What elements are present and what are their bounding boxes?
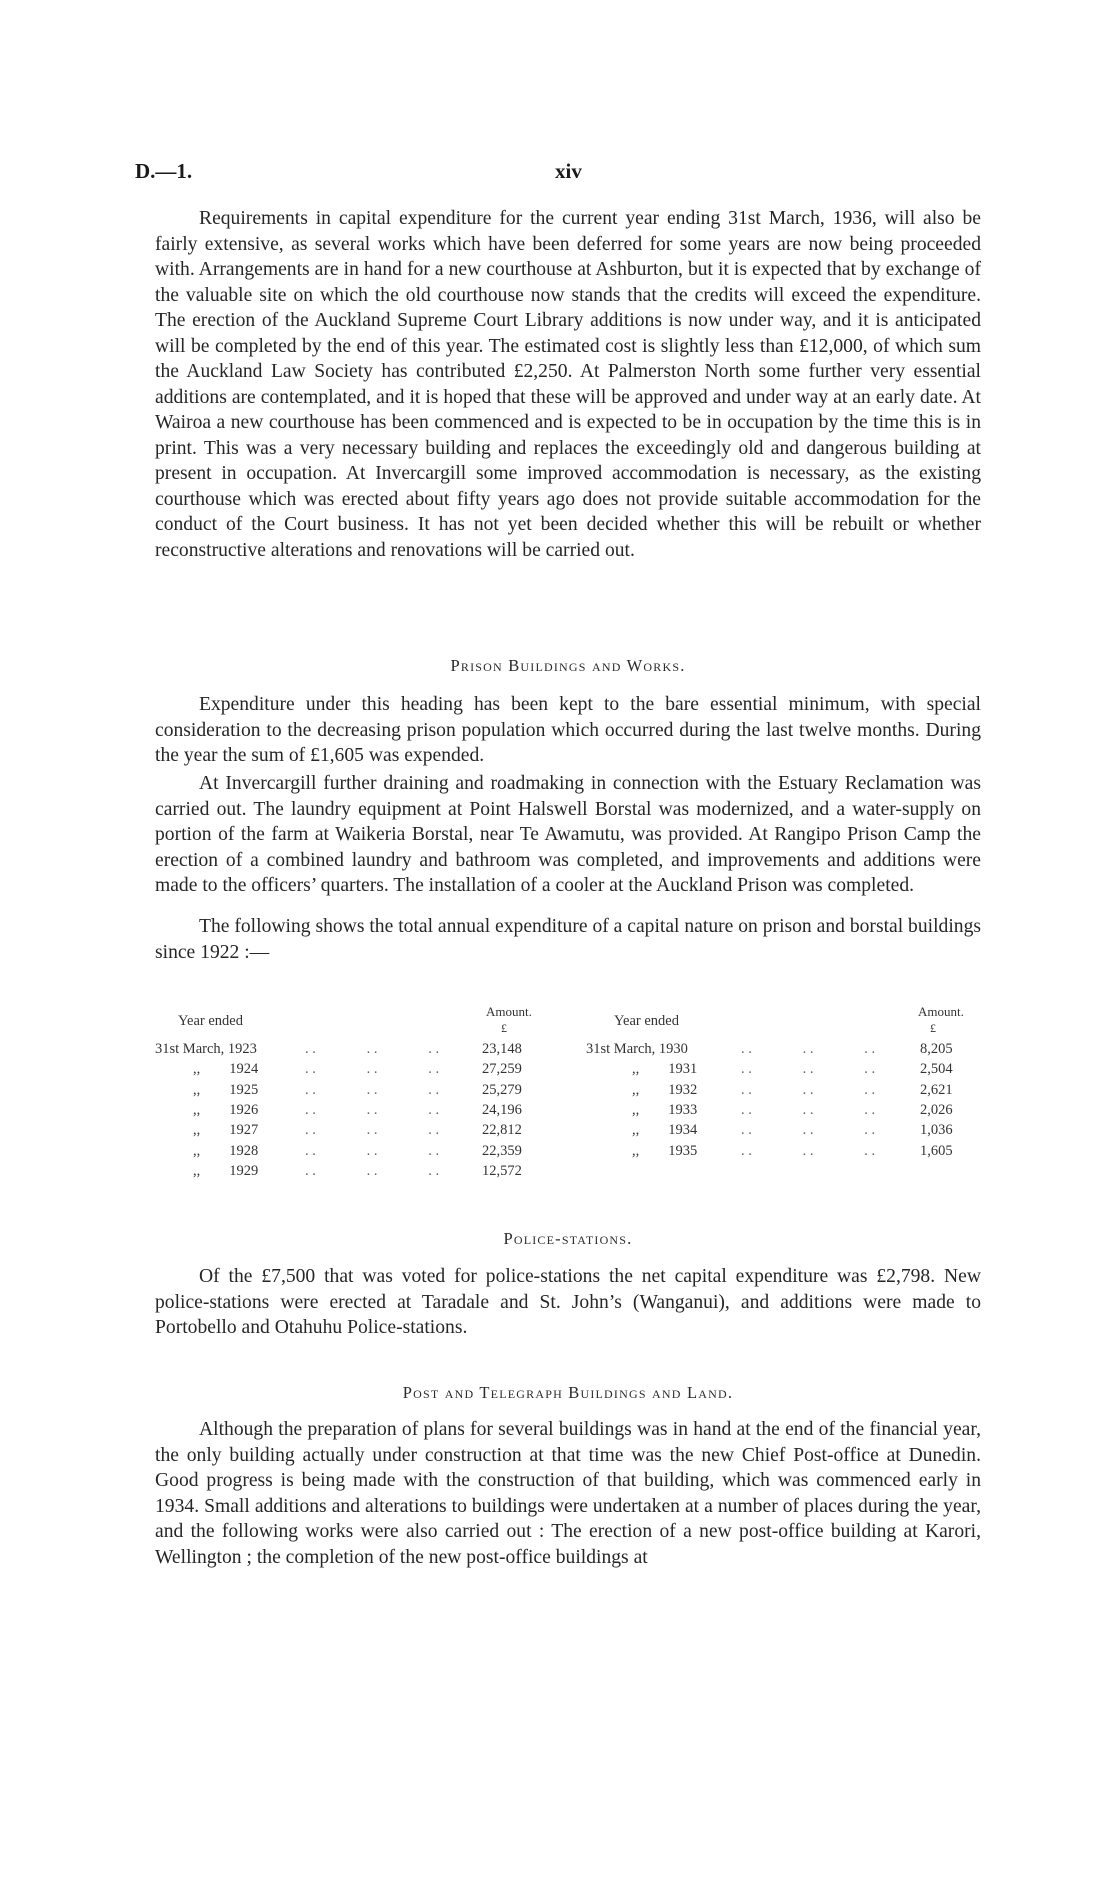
amount-cell: 1,605 xyxy=(920,1142,953,1159)
leader-dots: . . . . . . xyxy=(305,1122,440,1139)
prison-paragraph-2: At Invercargill further draining and roadmaking in connection with the Estuary Reclamation was carried out. The laundry equipment at Point Halswell Borstal was modernized, and a water-supply on portion of the farm at Waikeria Borstal, near Te Awamutu, was provided. At Rangipo Prison Camp the erection of a combined laundry and bathroom was completed, and improvements and additions were made to the officers’ quarters. The installation of a cooler at the Auckland Prison was completed. xyxy=(155,773,981,896)
amount-cell: 23,148 xyxy=(482,1041,522,1057)
amount-cell: 22,812 xyxy=(482,1122,522,1139)
year-cell: ,, 1925 xyxy=(193,1081,259,1098)
post-paragraph: Although the preparation of plans for several buildings was in hand at the end of the financial year, the only building actually under construction at that time was the new Chief Post-office at Dunedin. Good progress is being made with the construction of that building, which was commenced early in 1934. Small additions and alterations to buildings were undertaken at a number of places during the year, and the following works were also carried out : The erection of a new post-office building at Karori, Wellington ; the completion of the new post-office buildings at xyxy=(155,1419,981,1568)
year-cell: ,, 1934 xyxy=(632,1122,698,1139)
amount-cell: 2,504 xyxy=(920,1061,953,1078)
leader-dots: . . . . . . xyxy=(741,1101,876,1118)
leader-dots: . . . . . . xyxy=(305,1101,440,1118)
leader-dots: . . . . . . xyxy=(741,1142,876,1159)
amount-cell: 1,036 xyxy=(920,1122,953,1139)
post-section xyxy=(155,1417,981,1570)
amount-cell: 2,621 xyxy=(920,1081,953,1098)
police-paragraph: Of the £7,500 that was voted for police-stations the net capital expenditure was £2,798. New police-stations were erected at Taradale and St. John’s (Wanganui), and additions were made to Portobello and Otahuhu Police-stations. xyxy=(155,1266,981,1338)
col-amount-right: Amount. xyxy=(918,1004,964,1019)
col-unit-left: £ xyxy=(501,1021,507,1035)
leader-dots: . . . . . . xyxy=(305,1162,440,1179)
table-row xyxy=(0,1082,1114,1102)
year-cell: ,, 1935 xyxy=(632,1142,698,1159)
prison-section-2 xyxy=(155,771,981,899)
table-row xyxy=(0,1143,1114,1163)
col-year-right: Year ended xyxy=(614,1013,679,1029)
intro-paragraph: Requirements in capital expenditure for the current year ending 31st March, 1936, will also be fairly extensive, as several works which have been deferred for some years are now being proceeded with. Arrangements are in hand for a new courthouse at Ashburton, but it is expected that by exchange of the valuable site on which the old courthouse now stands that the credits will exceed the expenditure. The erection of the Auckland Supreme Court Library additions is now under way, and it is anticipated will be completed by the end of this year. The estimated cost is slightly less than £12,000, of which sum the Auckland Law Society has contributed £2,250. At Palmerston North some further very essential additions are contemplated, and it is hoped that these will be approved and under way at an early date. At Wairoa a new courthouse has been commenced and is expected to be in occupation by the time this is in print. This was a very necessary building and replaces the exceedingly old and dangerous building at present in occupation. At Invercargill some improved accommodation is necessary, as the existing courthouse which was erected about fifty years ago does not provide suitable accommodation for the conduct of the Court business. It has not yet been decided whether this will be rebuilt or whether reconstructive alterations and renovations will be carried out. xyxy=(155,208,981,561)
amount-cell: 8,205 xyxy=(920,1041,953,1057)
amount-cell: 25,279 xyxy=(482,1081,522,1098)
col-year-left: Year ended xyxy=(178,1013,243,1029)
leader-dots: . . . . . . xyxy=(741,1081,876,1098)
prison-paragraph-3: The following shows the total annual expenditure of a capital nature on prison and borstal buildings since 1922 :— xyxy=(155,916,981,963)
col-amount-left: Amount. xyxy=(486,1004,532,1019)
police-section xyxy=(155,1264,981,1341)
leader-dots: . . . . . . xyxy=(305,1081,440,1098)
prison-paragraph-1: Expenditure under this heading has been kept to the bare essential minimum, with special consideration to the decreasing prison population which occurred during the last twelve months. During the year the sum of £1,605 was expended. xyxy=(155,694,981,766)
police-heading: Police-stations. xyxy=(503,1229,633,1248)
leader-dots: . . . . . . xyxy=(305,1061,440,1078)
table-row xyxy=(0,1102,1114,1122)
table-row xyxy=(0,1041,1114,1061)
table-row xyxy=(0,1163,1114,1183)
amount-cell: 22,359 xyxy=(482,1142,522,1159)
leader-dots: . . . . . . xyxy=(741,1061,876,1078)
prison-heading: Prison Buildings and Works. xyxy=(450,656,686,675)
leader-dots: . . . . . . xyxy=(305,1142,440,1159)
year-cell: ,, 1933 xyxy=(632,1101,698,1118)
year-cell: ,, 1928 xyxy=(193,1142,259,1159)
year-cell: ,, 1931 xyxy=(632,1061,698,1078)
post-heading: Post and Telegraph Buildings and Land. xyxy=(402,1383,734,1402)
year-cell: ,, 1926 xyxy=(193,1101,259,1118)
col-unit-right: £ xyxy=(930,1021,936,1035)
prison-section-3 xyxy=(155,914,981,965)
year-cell: ,, 1927 xyxy=(193,1122,259,1139)
table-row xyxy=(0,1122,1114,1142)
page-number: xiv xyxy=(555,159,582,183)
prison-section xyxy=(155,692,981,769)
amount-cell: 24,196 xyxy=(482,1101,522,1118)
leader-dots: . . . . . . xyxy=(741,1041,876,1057)
leader-dots: . . . . . . xyxy=(305,1041,440,1057)
amount-cell: 2,026 xyxy=(920,1101,953,1118)
table-row xyxy=(0,1061,1114,1081)
document-code: D.—1. xyxy=(135,159,193,183)
leader-dots: . . . . . . xyxy=(741,1122,876,1139)
year-cell: 31st March, 1930 xyxy=(586,1041,688,1057)
year-cell: ,, 1932 xyxy=(632,1081,698,1098)
amount-cell: 27,259 xyxy=(482,1061,522,1078)
year-cell: ,, 1924 xyxy=(193,1061,259,1078)
amount-cell: 12,572 xyxy=(482,1162,522,1179)
year-cell: ,, 1929 xyxy=(193,1162,259,1179)
year-cell: 31st March, 1923 xyxy=(155,1041,257,1057)
intro-section xyxy=(155,206,981,563)
